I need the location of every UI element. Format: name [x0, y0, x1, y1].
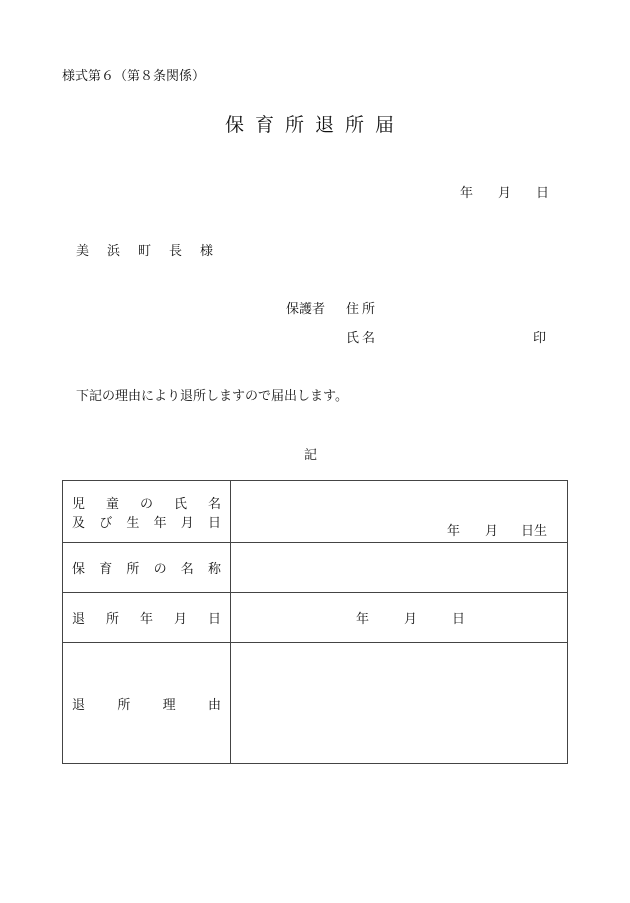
label-char: 保 [72, 562, 86, 577]
reason-label [63, 643, 231, 764]
table-row-reason [63, 643, 568, 764]
statement-text: 下記の理由により退所しますので届出します。 [76, 389, 348, 404]
date-year: 年 [460, 186, 474, 201]
label-char: 生 [126, 515, 140, 531]
label-char: 称 [207, 562, 221, 577]
birth-day: 日生 [520, 524, 547, 539]
submission-date [460, 182, 549, 201]
label-char: び [99, 515, 113, 531]
birth-date [447, 520, 547, 539]
form-number: 様式第６（第８条関係） [62, 69, 206, 84]
withdraw-year: 年 [356, 612, 370, 627]
withdraw-day: 日 [452, 612, 466, 627]
label-char: 月 [173, 612, 187, 627]
label-char: 氏 [173, 496, 187, 512]
form-title: 保育所退所届 [224, 114, 405, 136]
withdraw-month: 月 [404, 612, 418, 627]
label-char: 退 [72, 697, 86, 713]
guardian-label: 保護者 [286, 302, 326, 317]
label-char: 年 [153, 515, 167, 531]
nursery-name-field[interactable] [231, 543, 568, 593]
table-row-child [63, 481, 568, 543]
ki-heading: 記 [304, 448, 318, 463]
label-char: 日 [207, 515, 221, 531]
seal-mark: 印 [533, 331, 547, 346]
label-char: 育 [99, 562, 113, 577]
withdrawal-date-label [63, 593, 231, 643]
date-month: 月 [498, 186, 512, 201]
label-char: 名 [207, 496, 221, 512]
nursery-name-label [63, 543, 231, 593]
label-char: 児 [72, 496, 86, 512]
date-day: 日 [536, 186, 550, 201]
birth-year: 年 [446, 524, 460, 539]
addressee: 美浜町長様 [76, 244, 232, 259]
label-char: の [139, 496, 153, 512]
child-name-label [63, 481, 231, 543]
label-char: 由 [207, 697, 221, 713]
reason-field[interactable] [231, 643, 568, 764]
child-name-line2 [72, 512, 221, 531]
label-char: 退 [72, 612, 86, 627]
label-char: 年 [139, 612, 153, 627]
table-row-withdrawal-date [63, 593, 568, 643]
label-char: 月 [180, 515, 194, 531]
label-char: 所 [126, 562, 140, 577]
child-name-field[interactable] [231, 481, 568, 543]
label-char: 所 [117, 697, 131, 713]
withdrawal-date-field[interactable] [231, 593, 568, 643]
table-row-nursery [63, 543, 568, 593]
label-char: 理 [162, 697, 176, 713]
label-char: 所 [105, 612, 119, 627]
label-char: 名 [180, 562, 194, 577]
name-label: 氏名 [346, 331, 379, 346]
label-char: 及 [72, 515, 86, 531]
birth-month: 月 [484, 524, 498, 539]
withdrawal-form-table [62, 480, 568, 764]
address-label: 住所 [346, 302, 379, 317]
child-name-line1 [72, 493, 221, 512]
label-char: 日 [207, 612, 221, 627]
label-char: 童 [105, 496, 119, 512]
label-char: の [153, 562, 167, 577]
